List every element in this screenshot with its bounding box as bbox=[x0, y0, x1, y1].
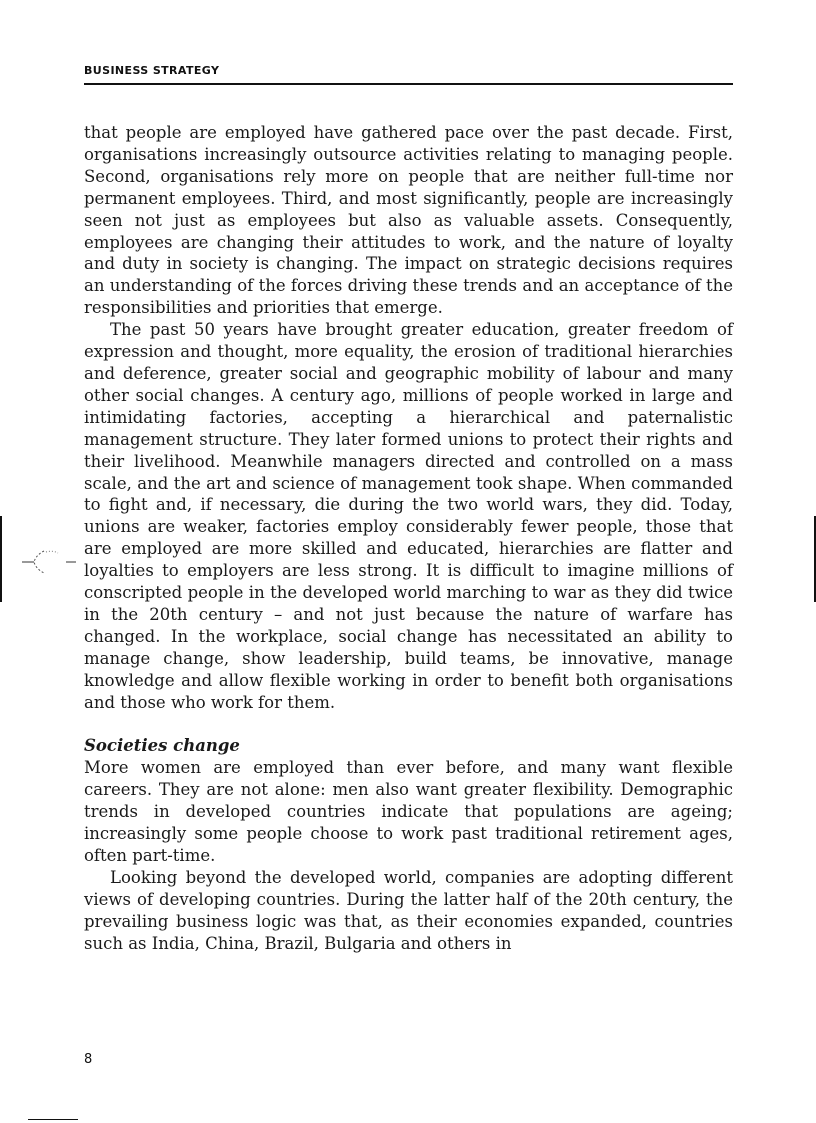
registration-mark-icon bbox=[22, 547, 80, 577]
paragraph-1: that people are employed have gathered pace over the past decade. First, organisations increasingly outsource activities relating to managing people. Second, organisations rely more on people that are neither full-time nor permanent employees. Third, and most significantly, people are increasingly seen not just as employees but also as valuable assets. Consequently, employees are changing their attitudes to work, and the nature of loyalty and duty in society is changing. The impact on strategic decisions requires an understanding of the forces driving these trends and an acceptance of the responsibilities and priorities that emerge. bbox=[84, 123, 733, 318]
running-head: BUSINESS STRATEGY bbox=[84, 64, 733, 85]
paragraph-3: More women are employed than ever before, and many want flexible careers. They are not alone: men also want greater flexibility. Demographic trends in developed countries indicate that populations are ageing; increasingly some people choose to work past traditional retirement ages, often part-time. bbox=[84, 758, 733, 865]
paragraph-4: Looking beyond the developed world, companies are adopting different views of developing countries. During the latter half of the 20th century, the prevailing business logic was that, as their economies expanded, countries such as India, China, Brazil, Bulgaria and others in bbox=[84, 867, 733, 953]
crop-mark-left bbox=[0, 516, 2, 602]
body-text bbox=[84, 122, 733, 955]
page-number: 8 bbox=[84, 1052, 93, 1067]
bottom-trim-rule bbox=[28, 1119, 78, 1120]
paragraph-2: The past 50 years have brought greater education, greater freedom of expression and thought, more equality, the erosion of traditional hierarchies and deference, greater social and geographic mobility of labour and many other social changes. A century ago, millions of people worked in large and intimidating factories, accepting a hierarchical and paternalistic management structure. They later formed unions to protect their rights and their livelihood. Meanwhile managers directed and controlled on a mass scale, and the art and science of management took shape. When commanded to fight and, if necessary, die during the two world wars, they did. Today, unions are weaker, factories employ considerably fewer people, those that are employed are more skilled and educated, hierarchies are flatter and loyalties to employers are less strong. It is difficult to imagine millions of conscripted people in the developed world marching to war as they did twice in the 20th century – and not just because the nature of warfare has changed. In the workplace, social change has necessitated an ability to manage change, show leadership, build teams, be innovative, manage knowledge and allow flexible working in order to benefit both organisations and those who work for them. bbox=[84, 320, 733, 712]
section-subheading: Societies change bbox=[84, 736, 240, 756]
